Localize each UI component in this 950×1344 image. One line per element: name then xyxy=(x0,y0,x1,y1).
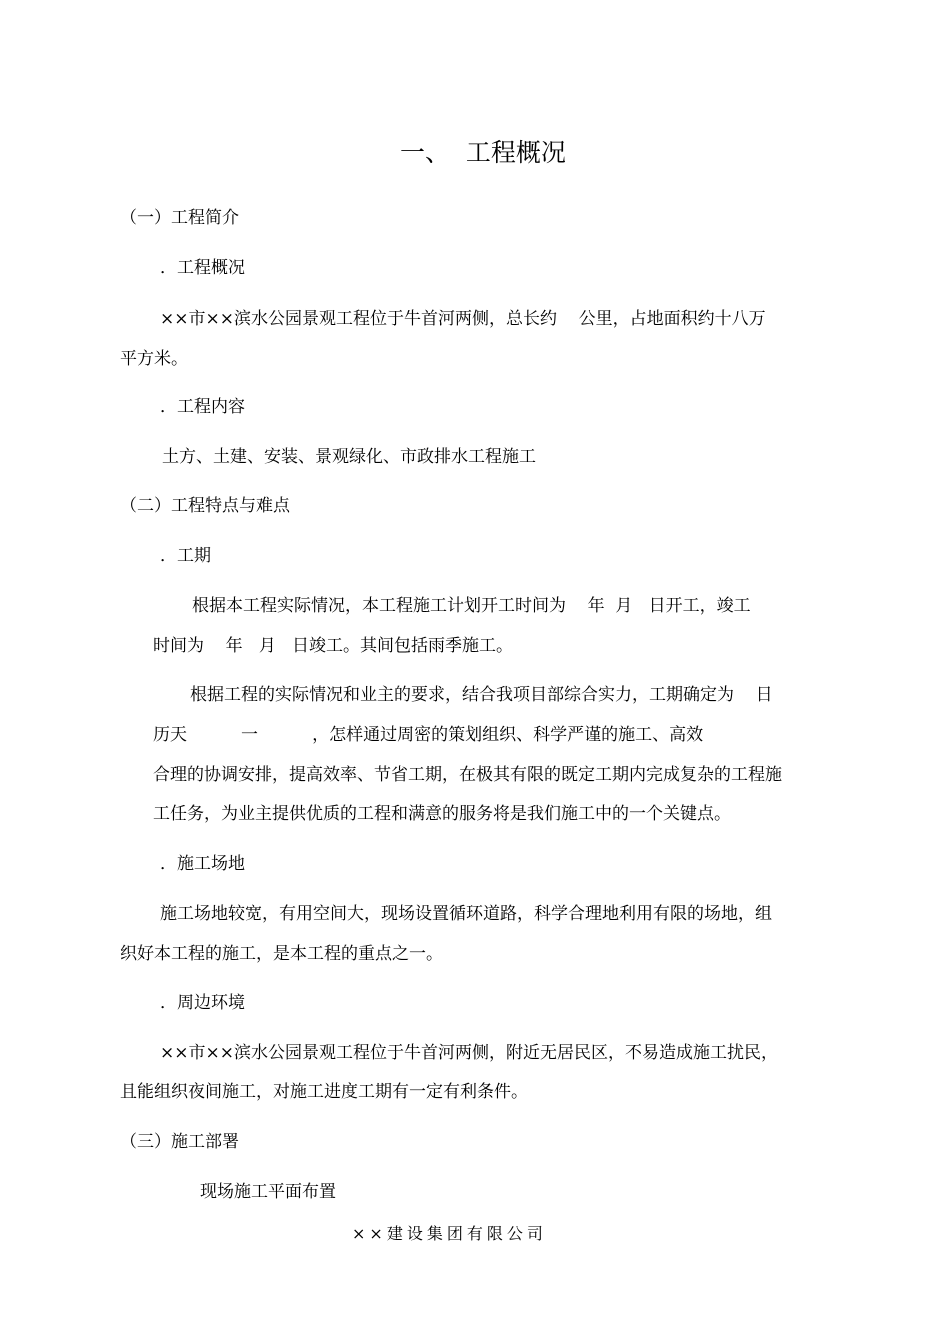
subheading-site: ．施工场地 xyxy=(160,854,245,874)
paragraph-line: 根据本工程实际情况，本工程施工计划开工时间为 年 月 日开工，竣工 xyxy=(192,596,751,616)
paragraph-line: 平方米。 xyxy=(120,349,188,369)
paragraph-line: 施工场地较宽，有用空间大，现场设置循环道路，科学合理地利用有限的场地，组 xyxy=(160,904,772,924)
paragraph-line: ××市××滨水公园景观工程位于牛首河两侧，总长约 公里，占地面积约十八万 xyxy=(160,309,766,329)
paragraph-line: 且能组织夜间施工，对施工进度工期有一定有利条件。 xyxy=(120,1082,528,1102)
subheading-environment: ．周边环境 xyxy=(160,993,245,1013)
subheading-project-content: ．工程内容 xyxy=(160,397,245,417)
paragraph-line: 织好本工程的施工，是本工程的重点之一。 xyxy=(120,944,443,964)
paragraph-line: 历天 一 ，怎样通过周密的策划组织、科学严谨的施工、高效 xyxy=(153,725,704,745)
paragraph-line: 时间为 年 月 日竣工。其间包括雨季施工。 xyxy=(153,636,514,656)
subheading-site-layout: 现场施工平面布置 xyxy=(200,1182,336,1202)
company-footer: ××建设集团有限公司 xyxy=(352,1224,547,1243)
paragraph-line: 根据工程的实际情况和业主的要求，结合我项目部综合实力，工期确定为 日 xyxy=(190,685,773,705)
section-heading-2: （二）工程特点与难点 xyxy=(120,496,290,516)
subheading-schedule: ．工期 xyxy=(160,546,211,566)
section-heading-3: （三）施工部署 xyxy=(120,1132,239,1152)
paragraph-line: 合理的协调安排，提高效率、节省工期，在极其有限的既定工期内完成复杂的工程施 xyxy=(153,765,782,785)
subheading-project-overview: ．工程概况 xyxy=(160,258,245,278)
paragraph-line: ××市××滨水公园景观工程位于牛首河两侧，附近无居民区，不易造成施工扰民， xyxy=(160,1043,778,1063)
paragraph-line: 工任务，为业主提供优质的工程和满意的服务将是我们施工中的一个关键点。 xyxy=(153,804,731,824)
section-heading-1: （一）工程简介 xyxy=(120,208,239,228)
paragraph-line: 土方、土建、安装、景观绿化、市政排水工程施工 xyxy=(162,447,536,467)
page-title: 一、 工程概况 xyxy=(400,138,566,167)
